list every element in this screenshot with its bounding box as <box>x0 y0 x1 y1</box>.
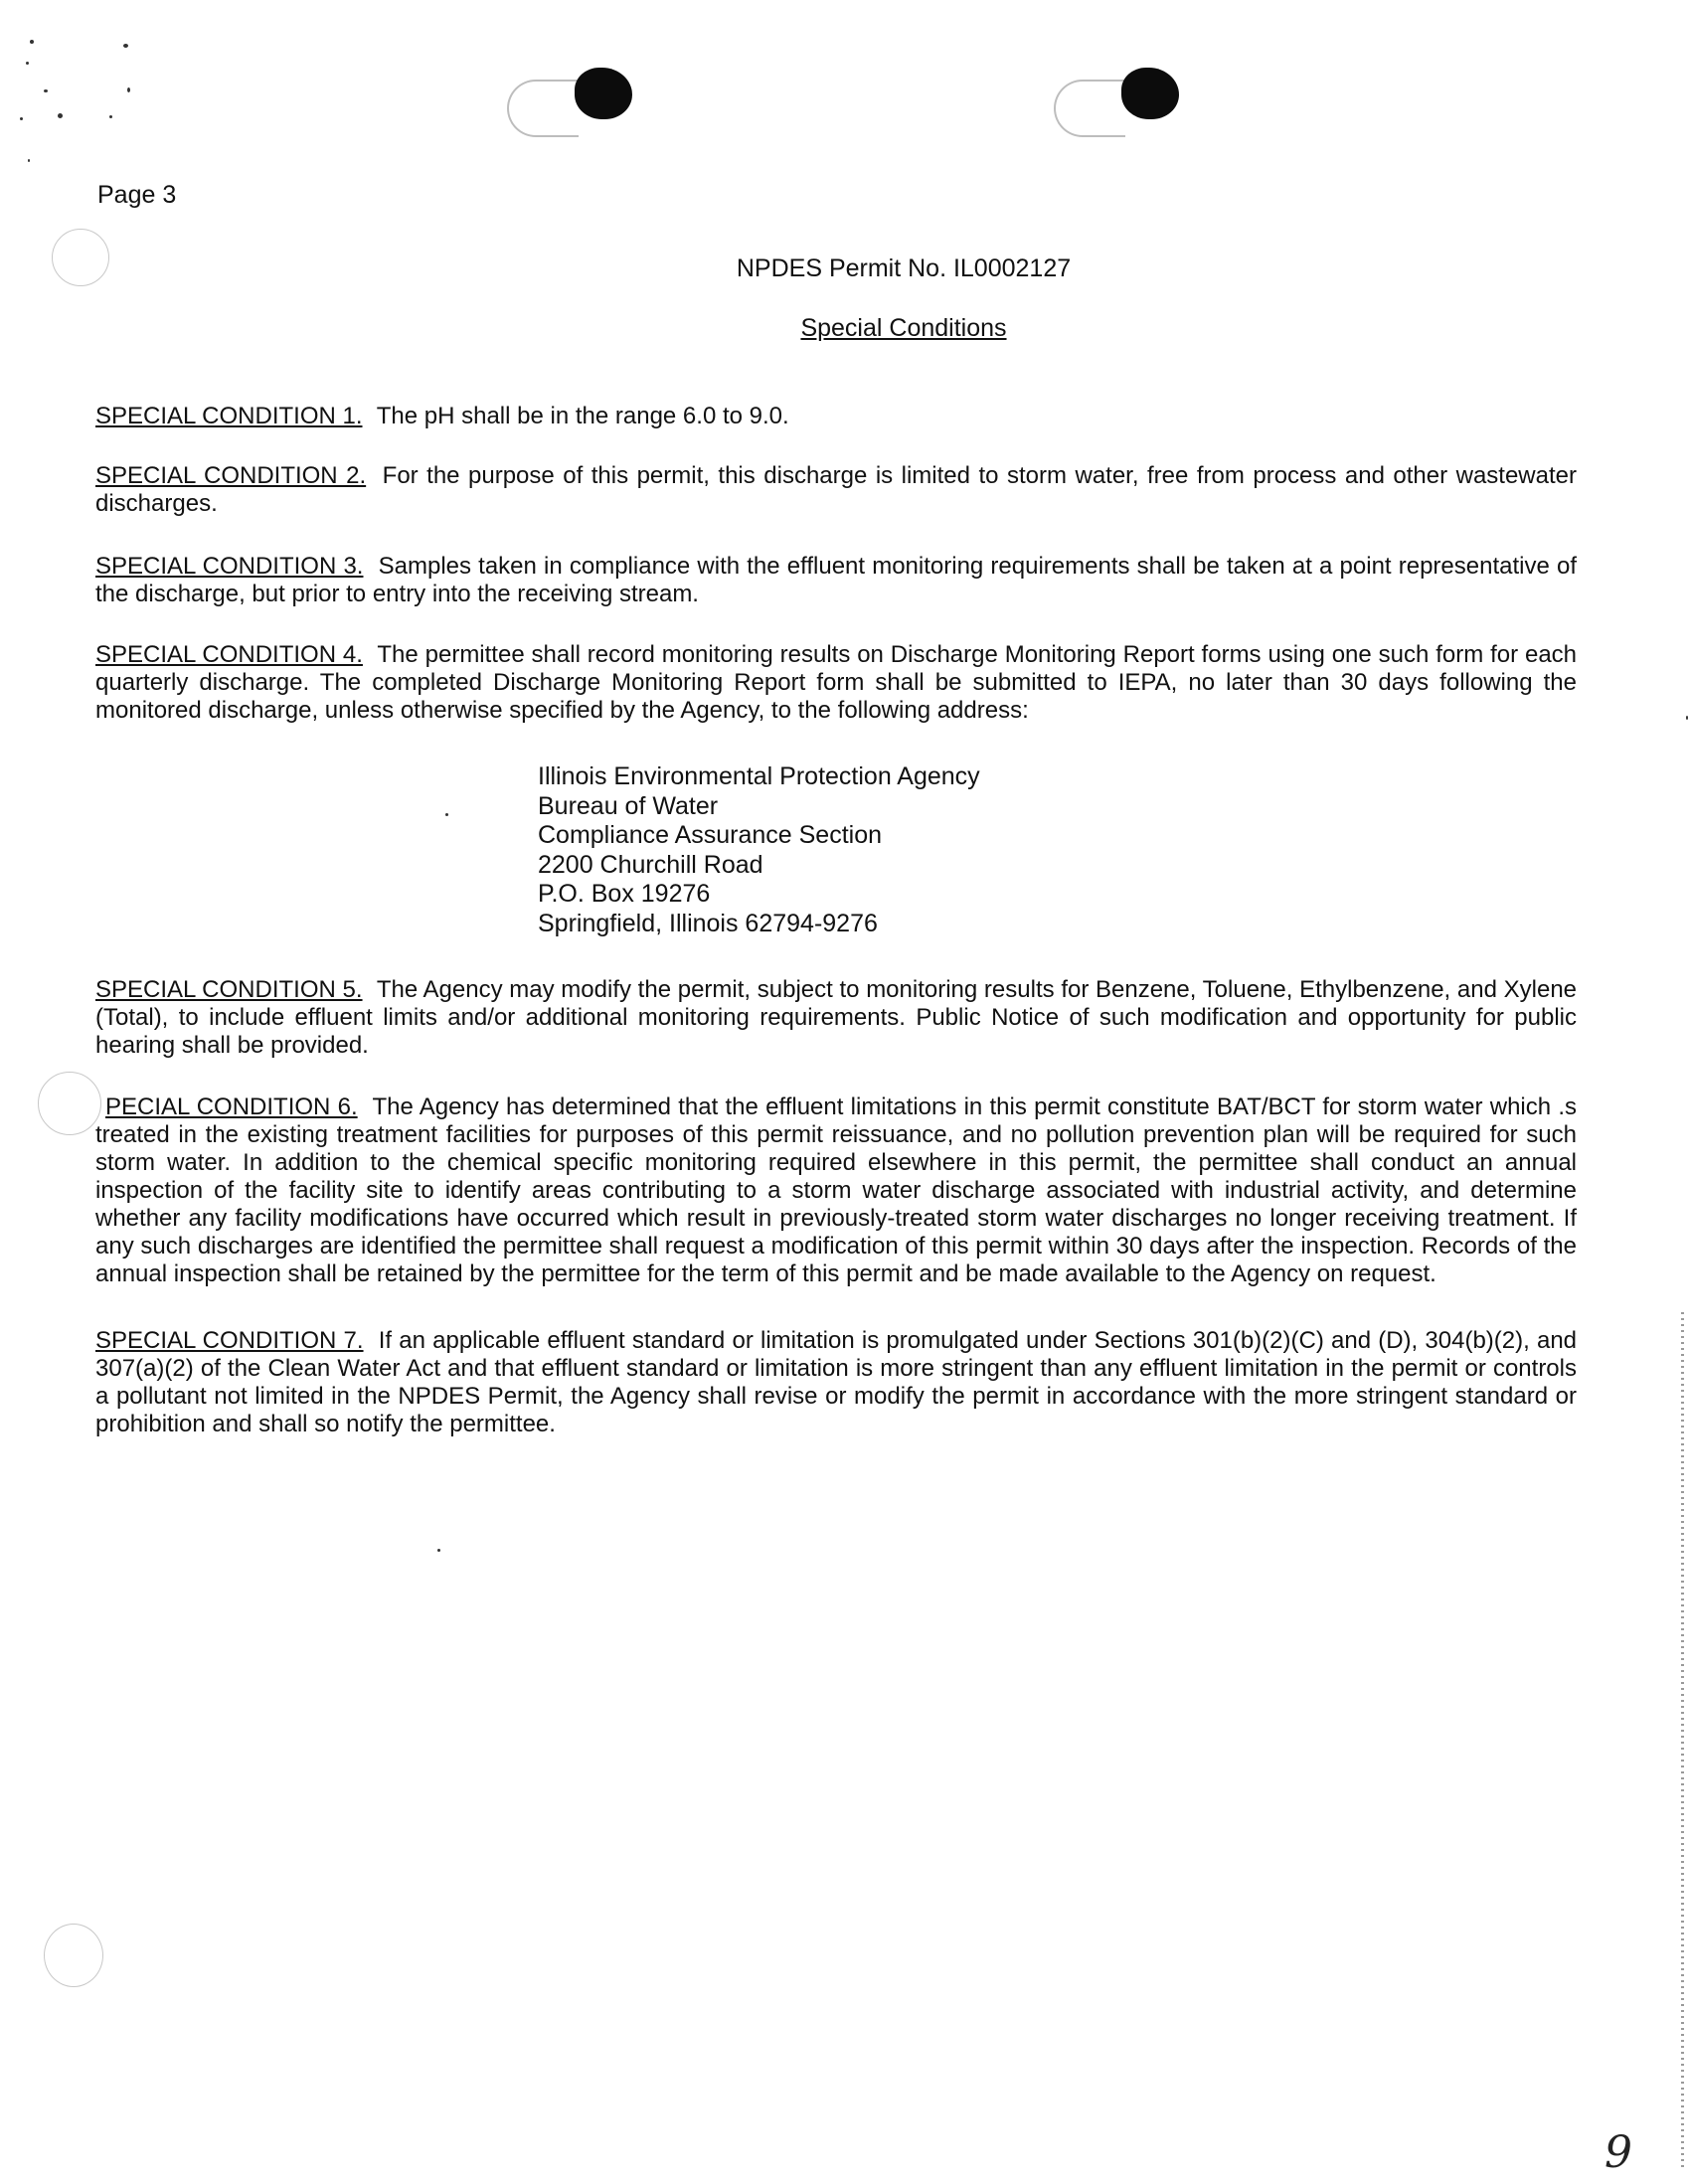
speck <box>437 1549 440 1552</box>
fastener-blot-right <box>1121 68 1179 119</box>
special-condition-7 <box>95 1327 1577 1438</box>
speck <box>109 115 112 118</box>
condition-label: SPECIAL CONDITION 3. <box>95 553 364 580</box>
special-condition-4 <box>95 641 1577 725</box>
condition-text: The Agency has determined that the effluent limitations in this permit constitute BAT/BCT for storm water which .s treated in the existing treatment facilities for purposes of this permit reissuance, and no pollution prevention plan will be required for such storm water. In addition to the chemical specific monitoring required elsewhere in this permit, the permittee shall conduct an annual inspection of the facility site to identify areas contributing to a storm water discharge associated with industrial activity, and determine whether any facility modifications have occurred which result in previously-treated storm water discharges no longer receiving treatment. If any such discharges are identified the permittee shall request a modification of this permit within 30 days after the inspection. Records of the annual inspection shall be retained by the permittee for the term of this permit and be made available to the Agency on request. <box>95 1093 1578 1287</box>
speck <box>26 62 29 65</box>
speck <box>445 813 448 816</box>
speck <box>28 159 30 162</box>
punch-hole-bottom <box>44 1924 103 1987</box>
speck <box>30 40 34 44</box>
condition-text: The Agency may modify the permit, subject to monitoring results for Benzene, Toluene, Ethylbenzene, and Xylene (Total), to include effluent limits and/or additional monitoring requirements. Public Notice of such modification and opportunity for public hearing shall be provided. <box>95 976 1578 1059</box>
speck <box>44 89 48 92</box>
condition-text: Samples taken in compliance with the effluent monitoring requirements shall be taken at a point representative of the discharge, but prior to entry into the receiving stream. <box>95 553 1578 607</box>
condition-label: SPECIAL CONDITION 5. <box>95 976 363 1003</box>
condition-label: SPECIAL CONDITION 4. <box>95 641 363 668</box>
condition-label: SPECIAL CONDITION 1. <box>95 403 363 429</box>
address-line: Compliance Assurance Section <box>538 821 883 849</box>
condition-text: The permittee shall record monitoring results on Discharge Monitoring Report forms using one such form for each quarterly discharge. The completed Discharge Monitoring Report form shall be submitted to IEPA, no later than 30 days following the monitored discharge, unless otherwise specified by the Agency, to the following address: <box>95 641 1578 724</box>
permit-number: NPDES Permit No. IL0002127 <box>736 254 1072 282</box>
address-line: Springfield, Illinois 62794-9276 <box>538 909 878 937</box>
speck <box>127 87 130 92</box>
handwritten-page-mark: 9 <box>1604 2127 1632 2178</box>
condition-label: SPECIAL CONDITION 2. <box>95 462 367 489</box>
special-condition-1 <box>95 403 1577 430</box>
special-condition-3 <box>95 553 1577 608</box>
special-condition-5 <box>95 976 1577 1060</box>
special-condition-2 <box>95 462 1577 518</box>
fastener-outline-left <box>507 80 579 137</box>
page-number: Page 3 <box>97 181 177 209</box>
address-line: 2200 Churchill Road <box>538 850 763 879</box>
special-condition-6 <box>95 1093 1577 1288</box>
speck <box>58 113 63 118</box>
condition-text: The pH shall be in the range 6.0 to 9.0. <box>376 403 789 429</box>
address-line: Bureau of Water <box>538 791 719 820</box>
fastener-blot-left <box>575 68 632 119</box>
address-line: P.O. Box 19276 <box>538 880 711 908</box>
address-line: Illinois Environmental Protection Agency <box>538 762 980 790</box>
fastener-outline-right <box>1054 80 1125 137</box>
condition-label: PECIAL CONDITION 6. <box>105 1093 358 1120</box>
section-title: Special Conditions <box>800 314 1007 342</box>
speck <box>20 117 23 120</box>
condition-label: SPECIAL CONDITION 7. <box>95 1327 364 1354</box>
condition-text: If an applicable effluent standard or limitation is promulgated under Sections 301(b)(2)(C) and (D), 304(b)(2), and 307(a)(2) of the Clean Water Act and that effluent standard or limitation is more stringent than any effluent limitation in the permit or controls a pollutant not limited in the NPDES Permit, the Agency shall revise or modify the permit in accordance with the more stringent standard or prohibition and shall so notify the permittee. <box>95 1327 1578 1437</box>
punch-hole-middle <box>38 1072 101 1135</box>
condition-text: For the purpose of this permit, this discharge is limited to storm water, free from process and other wastewater discharges. <box>95 462 1577 517</box>
scan-edge-artifact <box>1681 1312 1684 2167</box>
speck <box>123 44 128 48</box>
mailing-address <box>538 762 980 938</box>
